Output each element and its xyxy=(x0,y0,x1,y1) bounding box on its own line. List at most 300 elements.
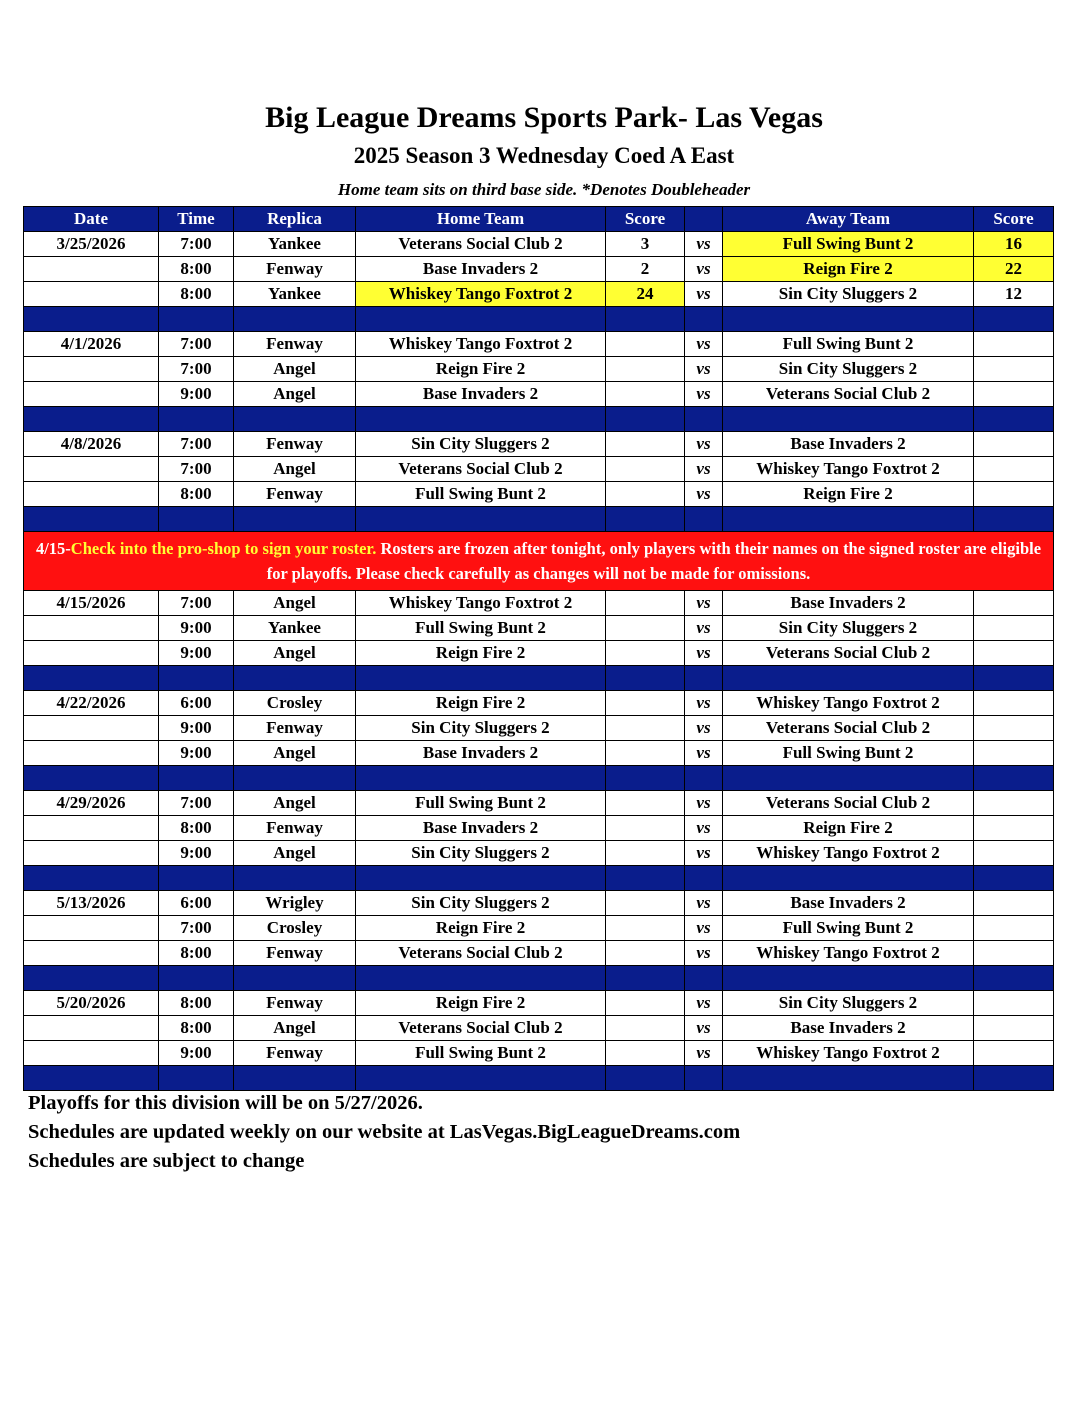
game-replica: Angel xyxy=(234,741,356,766)
home-team: Sin City Sluggers 2 xyxy=(356,716,606,741)
separator-cell xyxy=(723,866,974,891)
vs-label: vs xyxy=(685,791,723,816)
game-date xyxy=(24,1041,159,1066)
table-row xyxy=(24,382,1054,407)
game-time: 9:00 xyxy=(159,841,234,866)
separator-cell xyxy=(159,866,234,891)
away-team: Full Swing Bunt 2 xyxy=(723,741,974,766)
game-replica: Fenway xyxy=(234,482,356,507)
away-team: Veterans Social Club 2 xyxy=(723,641,974,666)
away-team: Whiskey Tango Foxtrot 2 xyxy=(723,457,974,482)
page-subtitle: 2025 Season 3 Wednesday Coed A East xyxy=(353,143,735,168)
game-date xyxy=(24,282,159,307)
schedule-body xyxy=(24,232,1054,1091)
game-date: 3/25/2026 xyxy=(24,232,159,257)
away-score: 16 xyxy=(974,232,1054,257)
game-date xyxy=(24,1016,159,1041)
game-replica: Wrigley xyxy=(234,891,356,916)
home-score xyxy=(606,816,685,841)
game-date xyxy=(24,257,159,282)
away-team: Full Swing Bunt 2 xyxy=(723,916,974,941)
game-time: 7:00 xyxy=(159,791,234,816)
game-replica: Angel xyxy=(234,1016,356,1041)
week-separator xyxy=(24,966,1054,991)
game-replica: Angel xyxy=(234,357,356,382)
game-date xyxy=(24,841,159,866)
away-score xyxy=(974,741,1054,766)
away-score xyxy=(974,691,1054,716)
home-team: Reign Fire 2 xyxy=(356,916,606,941)
home-score xyxy=(606,641,685,666)
home-score xyxy=(606,382,685,407)
game-date: 4/8/2026 xyxy=(24,432,159,457)
home-score xyxy=(606,741,685,766)
game-date xyxy=(24,916,159,941)
game-time: 7:00 xyxy=(159,232,234,257)
game-replica: Fenway xyxy=(234,816,356,841)
game-replica: Fenway xyxy=(234,1041,356,1066)
table-row xyxy=(24,616,1054,641)
separator-cell xyxy=(356,507,606,532)
separator-cell xyxy=(685,307,723,332)
vs-label: vs xyxy=(685,332,723,357)
separator-cell xyxy=(356,1066,606,1091)
separator-cell xyxy=(606,866,685,891)
separator-cell xyxy=(685,1066,723,1091)
away-team: Sin City Sluggers 2 xyxy=(723,357,974,382)
game-date: 4/22/2026 xyxy=(24,691,159,716)
game-time: 8:00 xyxy=(159,1016,234,1041)
separator-cell xyxy=(24,1066,159,1091)
vs-label: vs xyxy=(685,816,723,841)
away-score xyxy=(974,457,1054,482)
home-score: 24 xyxy=(606,282,685,307)
game-time: 9:00 xyxy=(159,716,234,741)
separator-cell xyxy=(234,766,356,791)
away-score xyxy=(974,991,1054,1016)
home-team: Full Swing Bunt 2 xyxy=(356,616,606,641)
separator-cell xyxy=(974,766,1054,791)
table-row xyxy=(24,716,1054,741)
separator-cell xyxy=(159,966,234,991)
table-row xyxy=(24,432,1054,457)
separator-cell xyxy=(685,507,723,532)
home-score xyxy=(606,916,685,941)
separator-cell xyxy=(159,407,234,432)
home-team: Full Swing Bunt 2 xyxy=(356,791,606,816)
away-team: Whiskey Tango Foxtrot 2 xyxy=(723,941,974,966)
home-score xyxy=(606,332,685,357)
game-time: 7:00 xyxy=(159,357,234,382)
col-away-score-header: Score xyxy=(974,207,1054,232)
game-time: 9:00 xyxy=(159,616,234,641)
away-team: Sin City Sluggers 2 xyxy=(723,991,974,1016)
separator-cell xyxy=(685,407,723,432)
vs-label: vs xyxy=(685,282,723,307)
vs-label: vs xyxy=(685,432,723,457)
separator-cell xyxy=(356,866,606,891)
home-team: Full Swing Bunt 2 xyxy=(356,482,606,507)
separator-cell xyxy=(159,666,234,691)
col-replica-header: Replica xyxy=(234,207,356,232)
home-score xyxy=(606,457,685,482)
away-score xyxy=(974,357,1054,382)
table-row xyxy=(24,916,1054,941)
away-team: Base Invaders 2 xyxy=(723,891,974,916)
separator-cell xyxy=(606,766,685,791)
home-team: Base Invaders 2 xyxy=(356,741,606,766)
game-date: 4/15/2026 xyxy=(24,591,159,616)
away-score xyxy=(974,841,1054,866)
away-score xyxy=(974,941,1054,966)
game-time: 7:00 xyxy=(159,457,234,482)
table-row xyxy=(24,257,1054,282)
game-replica: Angel xyxy=(234,457,356,482)
game-date xyxy=(24,482,159,507)
home-team: Sin City Sluggers 2 xyxy=(356,841,606,866)
table-row xyxy=(24,941,1054,966)
home-score xyxy=(606,432,685,457)
vs-label: vs xyxy=(685,1041,723,1066)
col-time-header: Time xyxy=(159,207,234,232)
game-date: 4/29/2026 xyxy=(24,791,159,816)
away-team: Reign Fire 2 xyxy=(723,482,974,507)
game-time: 8:00 xyxy=(159,941,234,966)
separator-cell xyxy=(234,1066,356,1091)
separator-cell xyxy=(606,966,685,991)
home-score xyxy=(606,1016,685,1041)
week-separator xyxy=(24,1066,1054,1091)
separator-cell xyxy=(974,507,1054,532)
table-row xyxy=(24,1016,1054,1041)
separator-cell xyxy=(685,966,723,991)
separator-cell xyxy=(356,307,606,332)
game-time: 9:00 xyxy=(159,741,234,766)
table-row xyxy=(24,816,1054,841)
game-replica: Fenway xyxy=(234,257,356,282)
home-score xyxy=(606,616,685,641)
game-replica: Yankee xyxy=(234,616,356,641)
home-score xyxy=(606,716,685,741)
away-score xyxy=(974,716,1054,741)
footer-playoffs: Playoffs for this division will be on 5/27/2026. xyxy=(28,1092,423,1114)
separator-cell xyxy=(159,1066,234,1091)
game-date: 5/20/2026 xyxy=(24,991,159,1016)
away-score xyxy=(974,641,1054,666)
game-time: 8:00 xyxy=(159,816,234,841)
table-row xyxy=(24,691,1054,716)
separator-cell xyxy=(24,307,159,332)
away-team: Base Invaders 2 xyxy=(723,591,974,616)
away-score xyxy=(974,591,1054,616)
home-team: Veterans Social Club 2 xyxy=(356,1016,606,1041)
separator-cell xyxy=(974,966,1054,991)
game-time: 7:00 xyxy=(159,432,234,457)
week-separator xyxy=(24,766,1054,791)
game-date xyxy=(24,357,159,382)
game-replica: Yankee xyxy=(234,282,356,307)
away-score xyxy=(974,1041,1054,1066)
game-replica: Angel xyxy=(234,841,356,866)
vs-label: vs xyxy=(685,382,723,407)
home-score: 2 xyxy=(606,257,685,282)
game-replica: Angel xyxy=(234,382,356,407)
away-score xyxy=(974,816,1054,841)
separator-cell xyxy=(159,507,234,532)
separator-cell xyxy=(723,507,974,532)
schedule-note: Home team sits on third base side. *Denotes Doubleheader xyxy=(337,180,751,199)
separator-cell xyxy=(606,307,685,332)
home-team: Base Invaders 2 xyxy=(356,257,606,282)
home-team: Veterans Social Club 2 xyxy=(356,941,606,966)
vs-label: vs xyxy=(685,841,723,866)
separator-cell xyxy=(685,766,723,791)
separator-cell xyxy=(685,866,723,891)
separator-cell xyxy=(685,666,723,691)
game-replica: Yankee xyxy=(234,232,356,257)
game-time: 8:00 xyxy=(159,257,234,282)
vs-label: vs xyxy=(685,716,723,741)
game-replica: Fenway xyxy=(234,991,356,1016)
away-team: Veterans Social Club 2 xyxy=(723,716,974,741)
col-vs-header xyxy=(685,207,723,232)
table-row xyxy=(24,841,1054,866)
table-row xyxy=(24,891,1054,916)
away-score xyxy=(974,482,1054,507)
game-time: 8:00 xyxy=(159,991,234,1016)
away-score xyxy=(974,891,1054,916)
vs-label: vs xyxy=(685,941,723,966)
home-team: Reign Fire 2 xyxy=(356,641,606,666)
game-date: 5/13/2026 xyxy=(24,891,159,916)
game-replica: Fenway xyxy=(234,432,356,457)
separator-cell xyxy=(606,507,685,532)
game-date xyxy=(24,382,159,407)
table-row xyxy=(24,482,1054,507)
home-score xyxy=(606,891,685,916)
vs-label: vs xyxy=(685,357,723,382)
game-replica: Angel xyxy=(234,641,356,666)
game-time: 6:00 xyxy=(159,891,234,916)
away-team: Full Swing Bunt 2 xyxy=(723,332,974,357)
away-score xyxy=(974,332,1054,357)
home-team: Base Invaders 2 xyxy=(356,816,606,841)
separator-cell xyxy=(24,507,159,532)
separator-cell xyxy=(234,407,356,432)
table-row xyxy=(24,357,1054,382)
game-date xyxy=(24,641,159,666)
vs-label: vs xyxy=(685,741,723,766)
table-row xyxy=(24,1041,1054,1066)
away-team: Reign Fire 2 xyxy=(723,816,974,841)
vs-label: vs xyxy=(685,641,723,666)
game-date xyxy=(24,616,159,641)
footer-website: Schedules are updated weekly on our website at LasVegas.BigLeagueDreams.com xyxy=(28,1121,741,1143)
separator-cell xyxy=(24,866,159,891)
separator-cell xyxy=(606,666,685,691)
home-score xyxy=(606,482,685,507)
notice-date: 4/15- xyxy=(35,539,71,558)
home-score xyxy=(606,357,685,382)
vs-label: vs xyxy=(685,257,723,282)
separator-cell xyxy=(159,307,234,332)
game-date xyxy=(24,941,159,966)
game-replica: Fenway xyxy=(234,716,356,741)
vs-label: vs xyxy=(685,616,723,641)
notice-text: Rosters are frozen after tonight, only players with their names on the signed roster are eligible for playoffs. Please check carefully as changes will not be made for omissions. xyxy=(266,539,1042,583)
home-team: Veterans Social Club 2 xyxy=(356,232,606,257)
table-row xyxy=(24,791,1054,816)
separator-cell xyxy=(723,666,974,691)
week-separator xyxy=(24,507,1054,532)
separator-cell xyxy=(974,666,1054,691)
away-team: Veterans Social Club 2 xyxy=(723,382,974,407)
game-date xyxy=(24,716,159,741)
home-team: Reign Fire 2 xyxy=(356,991,606,1016)
home-score xyxy=(606,991,685,1016)
separator-cell xyxy=(356,407,606,432)
game-time: 6:00 xyxy=(159,691,234,716)
separator-cell xyxy=(24,766,159,791)
separator-cell xyxy=(974,866,1054,891)
col-home-team-header: Home Team xyxy=(356,207,606,232)
game-date xyxy=(24,741,159,766)
vs-label: vs xyxy=(685,232,723,257)
table-row xyxy=(24,591,1054,616)
game-date xyxy=(24,457,159,482)
table-row xyxy=(24,741,1054,766)
table-row xyxy=(24,332,1054,357)
home-team: Sin City Sluggers 2 xyxy=(356,891,606,916)
home-team: Sin City Sluggers 2 xyxy=(356,432,606,457)
game-replica: Angel xyxy=(234,791,356,816)
separator-cell xyxy=(723,766,974,791)
separator-cell xyxy=(723,407,974,432)
table-row xyxy=(24,232,1054,257)
away-score xyxy=(974,791,1054,816)
game-time: 8:00 xyxy=(159,282,234,307)
separator-cell xyxy=(356,766,606,791)
separator-cell xyxy=(356,666,606,691)
home-score xyxy=(606,691,685,716)
table-row xyxy=(24,457,1054,482)
table-row xyxy=(24,282,1054,307)
week-separator xyxy=(24,407,1054,432)
game-replica: Crosley xyxy=(234,691,356,716)
separator-cell xyxy=(606,1066,685,1091)
away-team: Veterans Social Club 2 xyxy=(723,791,974,816)
vs-label: vs xyxy=(685,691,723,716)
away-team: Base Invaders 2 xyxy=(723,1016,974,1041)
separator-cell xyxy=(974,407,1054,432)
separator-cell xyxy=(24,666,159,691)
col-home-score-header: Score xyxy=(606,207,685,232)
home-team: Reign Fire 2 xyxy=(356,357,606,382)
roster-notice xyxy=(24,532,1054,591)
game-time: 7:00 xyxy=(159,916,234,941)
week-separator xyxy=(24,866,1054,891)
home-score xyxy=(606,941,685,966)
separator-cell xyxy=(974,307,1054,332)
notice-highlight: Check into the pro-shop to sign your roster. xyxy=(70,539,377,558)
away-team: Whiskey Tango Foxtrot 2 xyxy=(723,841,974,866)
game-replica: Angel xyxy=(234,591,356,616)
separator-cell xyxy=(234,666,356,691)
page-title: Big League Dreams Sports Park- Las Vegas xyxy=(265,101,823,134)
separator-cell xyxy=(24,407,159,432)
separator-cell xyxy=(723,966,974,991)
home-score xyxy=(606,791,685,816)
game-time: 7:00 xyxy=(159,332,234,357)
home-score xyxy=(606,591,685,616)
notice-row xyxy=(24,532,1054,591)
home-team: Whiskey Tango Foxtrot 2 xyxy=(356,332,606,357)
away-score xyxy=(974,616,1054,641)
separator-cell xyxy=(234,307,356,332)
separator-cell xyxy=(234,966,356,991)
game-time: 7:00 xyxy=(159,591,234,616)
home-score: 3 xyxy=(606,232,685,257)
separator-cell xyxy=(606,407,685,432)
game-date: 4/1/2026 xyxy=(24,332,159,357)
vs-label: vs xyxy=(685,891,723,916)
footer-disclaimer: Schedules are subject to change xyxy=(28,1150,305,1172)
separator-cell xyxy=(234,866,356,891)
home-team: Veterans Social Club 2 xyxy=(356,457,606,482)
week-separator xyxy=(24,666,1054,691)
away-team: Whiskey Tango Foxtrot 2 xyxy=(723,1041,974,1066)
away-score xyxy=(974,382,1054,407)
away-team: Full Swing Bunt 2 xyxy=(723,232,974,257)
vs-label: vs xyxy=(685,991,723,1016)
away-score xyxy=(974,432,1054,457)
separator-cell xyxy=(24,966,159,991)
away-team: Whiskey Tango Foxtrot 2 xyxy=(723,691,974,716)
table-row xyxy=(24,641,1054,666)
separator-cell xyxy=(974,1066,1054,1091)
away-team: Sin City Sluggers 2 xyxy=(723,282,974,307)
game-replica: Crosley xyxy=(234,916,356,941)
game-replica: Fenway xyxy=(234,941,356,966)
home-team: Whiskey Tango Foxtrot 2 xyxy=(356,282,606,307)
vs-label: vs xyxy=(685,916,723,941)
vs-label: vs xyxy=(685,1016,723,1041)
col-away-team-header: Away Team xyxy=(723,207,974,232)
separator-cell xyxy=(234,507,356,532)
away-score: 22 xyxy=(974,257,1054,282)
vs-label: vs xyxy=(685,482,723,507)
away-team: Sin City Sluggers 2 xyxy=(723,616,974,641)
away-score: 12 xyxy=(974,282,1054,307)
table-row xyxy=(24,991,1054,1016)
home-team: Reign Fire 2 xyxy=(356,691,606,716)
separator-cell xyxy=(723,1066,974,1091)
vs-label: vs xyxy=(685,591,723,616)
schedule-table xyxy=(23,206,1054,1091)
away-score xyxy=(974,1016,1054,1041)
week-separator xyxy=(24,307,1054,332)
game-time: 8:00 xyxy=(159,482,234,507)
away-team: Base Invaders 2 xyxy=(723,432,974,457)
home-score xyxy=(606,841,685,866)
game-time: 9:00 xyxy=(159,382,234,407)
away-score xyxy=(974,916,1054,941)
separator-cell xyxy=(159,766,234,791)
col-date-header: Date xyxy=(24,207,159,232)
home-team: Whiskey Tango Foxtrot 2 xyxy=(356,591,606,616)
home-team: Base Invaders 2 xyxy=(356,382,606,407)
separator-cell xyxy=(723,307,974,332)
